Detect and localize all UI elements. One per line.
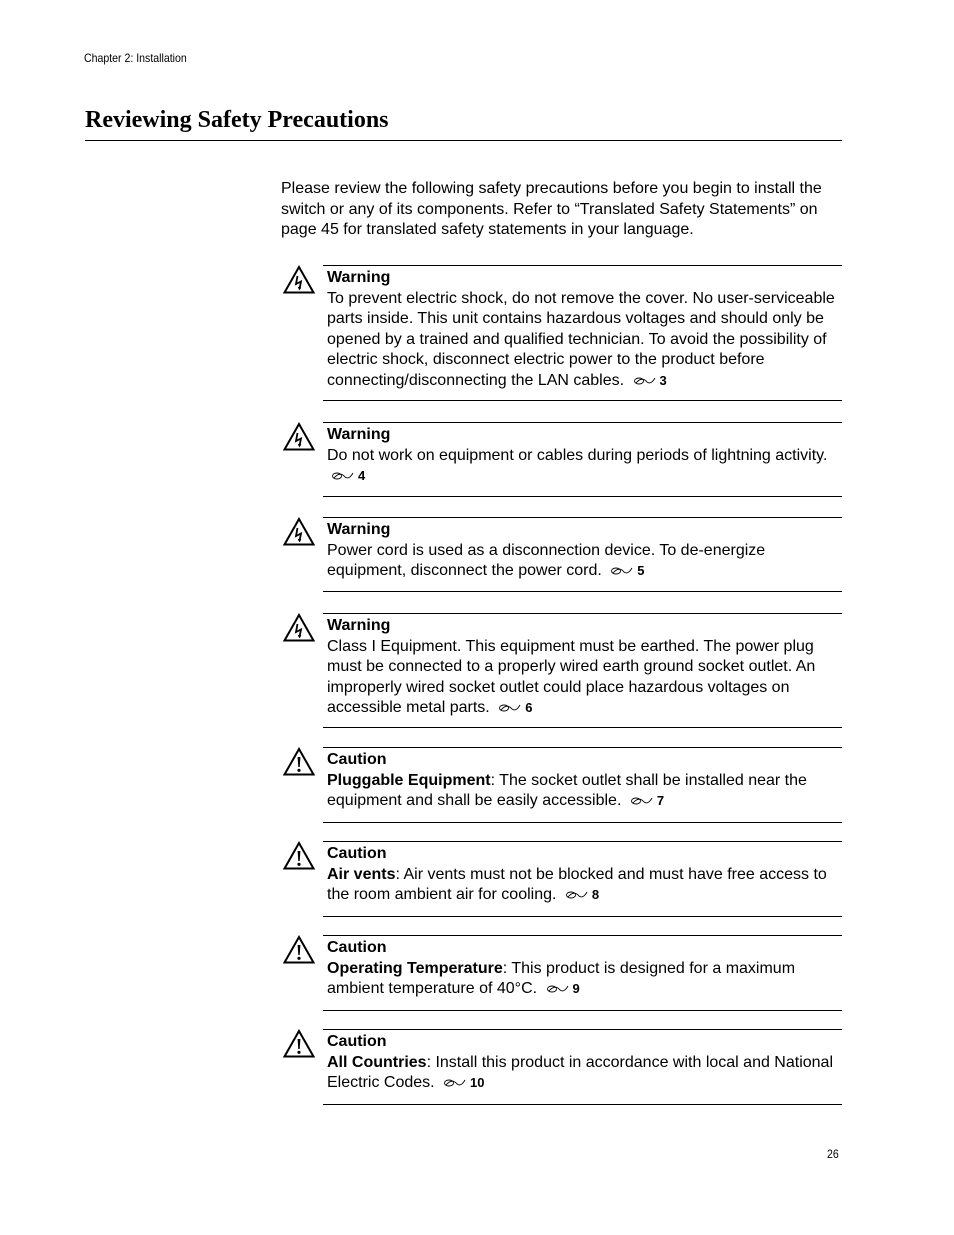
electric-shock-warning-icon — [283, 517, 315, 546]
notice-top-divider — [323, 517, 842, 518]
notice-term: Air vents — [327, 865, 396, 883]
notice-term: All Countries — [327, 1053, 427, 1071]
translation-reference-icon — [498, 702, 522, 713]
notice-top-divider — [323, 747, 842, 748]
notice-bottom-divider — [323, 727, 842, 728]
page-title: Reviewing Safety Precautions — [85, 107, 389, 133]
notice-text: : Air vents must not be blocked and must have free access to the room ambient air for cooling. — [327, 865, 827, 903]
notice-block — [283, 935, 842, 1011]
notice-body — [327, 425, 842, 487]
notice-type-label: Caution — [327, 1033, 387, 1050]
notice-block — [283, 841, 842, 917]
notice-text: Class I Equipment. This equipment must be earthed. The power plug must be connected to a properly wired earth ground socket outlet. An improperly wired socket outlet could place hazardous voltages on accessible metal parts. — [327, 637, 816, 716]
electric-shock-warning-icon — [283, 265, 315, 294]
notice-body — [327, 268, 842, 391]
translation-reference-number: 4 — [358, 468, 366, 483]
translation-reference-number: 7 — [656, 793, 665, 808]
notice-type-label: Warning — [327, 269, 391, 286]
translation-reference-icon — [610, 565, 634, 576]
notice-text: : This product is designed for a maximum ambient temperature of 40°C. — [327, 959, 796, 997]
notice-body — [327, 520, 842, 582]
translation-reference-number: 5 — [637, 563, 645, 578]
electric-shock-warning-icon — [283, 422, 315, 451]
notice-text: To prevent electric shock, do not remove the cover. No user-serviceable parts inside. This unit contains hazardous voltages and should only be opened by a trained and qualified technician. To avoid the possibility of electric shock, disconnect electric power to the product before connecting/disconnecting the LAN cables. — [327, 289, 835, 389]
notice-term: Pluggable Equipment — [327, 771, 491, 789]
caution-exclamation-icon — [283, 1029, 315, 1058]
translation-reference-number: 6 — [525, 700, 533, 715]
notice-body — [327, 1032, 842, 1094]
caution-exclamation-icon — [283, 935, 315, 964]
translation-reference-icon — [633, 375, 657, 386]
translation-reference-icon — [565, 889, 589, 900]
notice-body — [327, 844, 842, 906]
intro-paragraph: Please review the following safety precautions before you begin to install the switch or any of its components. Refer to “Translated Safety Statements” on page 45 for translated safety statements in your language. — [281, 180, 822, 238]
translation-reference-number: 3 — [659, 372, 667, 388]
notice-top-divider — [323, 841, 842, 842]
notice-type-label: Caution — [327, 845, 387, 862]
translation-reference-icon — [546, 983, 570, 994]
notice-type-label: Warning — [327, 426, 391, 443]
notice-term: Operating Temperature — [327, 959, 503, 977]
translation-reference-icon — [630, 795, 654, 806]
notice-bottom-divider — [323, 496, 842, 497]
notice-block — [283, 1029, 842, 1105]
notice-block — [283, 747, 842, 823]
translation-reference-number: 8 — [591, 887, 600, 902]
notice-top-divider — [323, 422, 842, 423]
notice-type-label: Warning — [327, 617, 391, 634]
translation-reference-icon — [331, 470, 355, 481]
notice-text: : Install this product in accordance with local and National Electric Codes. — [327, 1053, 834, 1091]
notice-bottom-divider — [323, 916, 842, 917]
electric-shock-warning-icon — [283, 613, 315, 642]
notice-type-label: Caution — [327, 939, 387, 956]
notice-bottom-divider — [323, 1010, 842, 1011]
translation-reference-number: 9 — [572, 981, 580, 996]
notice-top-divider — [323, 613, 842, 614]
translation-reference-icon — [443, 1077, 467, 1088]
notice-block — [283, 517, 842, 592]
notice-body — [327, 938, 842, 1000]
notice-bottom-divider — [323, 591, 842, 592]
notice-text: Do not work on equipment or cables during periods of lightning activity. — [327, 446, 828, 464]
notice-body — [327, 616, 842, 719]
notice-type-label: Warning — [327, 521, 391, 538]
title-divider — [85, 140, 842, 141]
notice-bottom-divider — [323, 400, 842, 401]
notice-block — [283, 613, 842, 728]
notice-bottom-divider — [323, 1104, 842, 1105]
notice-bottom-divider — [323, 822, 842, 823]
translation-reference-number: 10 — [470, 1075, 485, 1090]
caution-exclamation-icon — [283, 841, 315, 870]
notice-top-divider — [323, 935, 842, 936]
notice-text: Power cord is used as a disconnection device. To de-energize equipment, disconnect the power cord. — [327, 541, 766, 579]
notice-top-divider — [323, 265, 842, 266]
notice-top-divider — [323, 1029, 842, 1030]
notice-type-label: Caution — [327, 751, 387, 768]
notice-body — [327, 750, 842, 812]
notice-block — [283, 265, 842, 401]
notice-block — [283, 422, 842, 497]
running-header: Chapter 2: Installation — [84, 51, 187, 65]
caution-exclamation-icon — [283, 747, 315, 776]
page-number: 26 — [827, 1147, 839, 1161]
notice-text: : The socket outlet shall be installed near the equipment and shall be easily accessible. — [327, 771, 807, 809]
